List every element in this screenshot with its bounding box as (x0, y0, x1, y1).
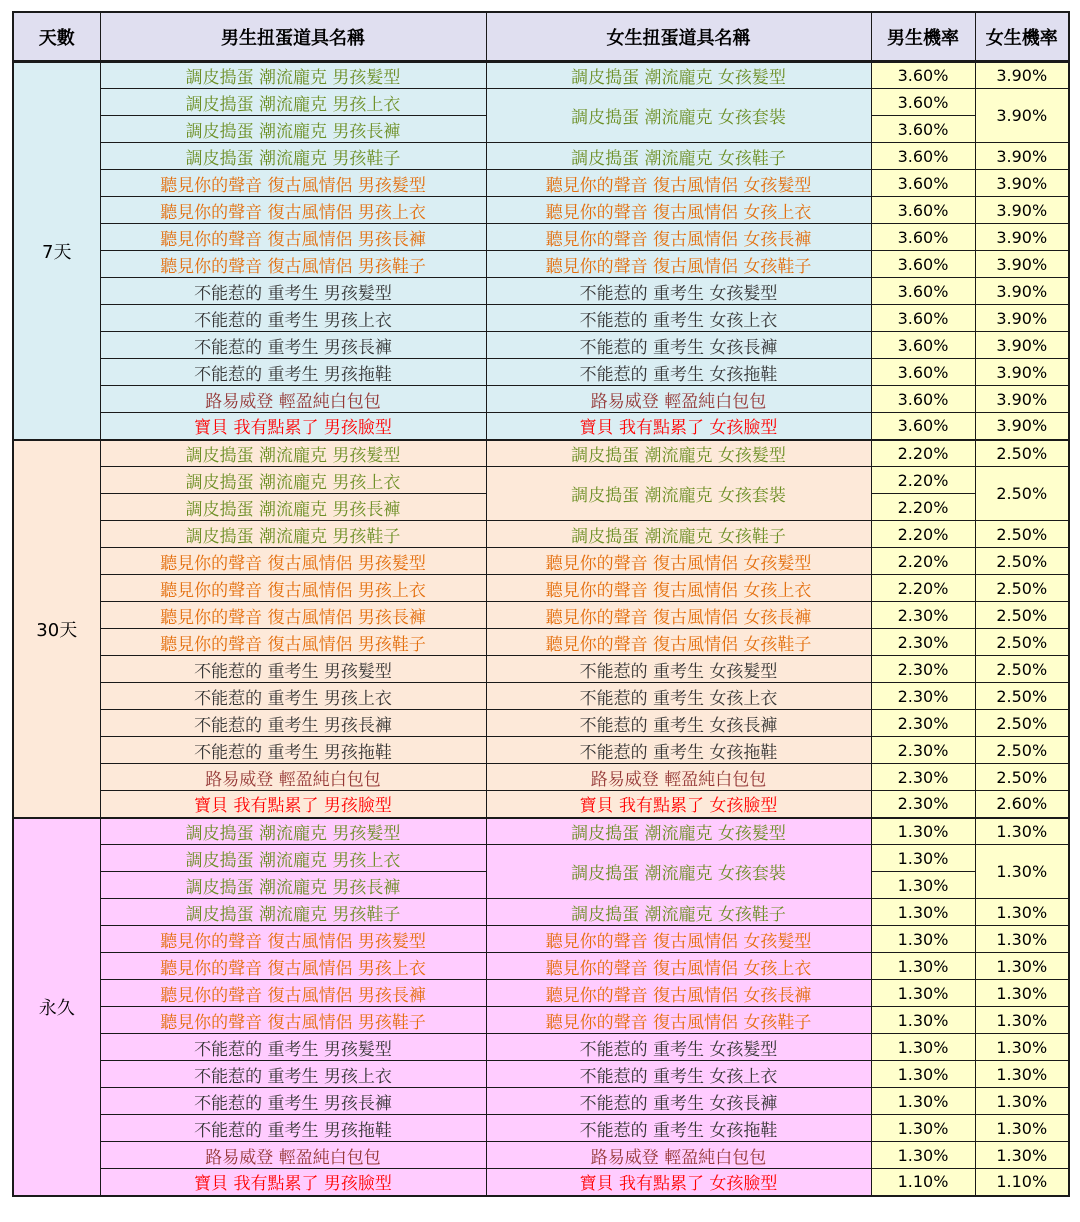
female-item-name: 路易威登 輕盈純白包包 (486, 1142, 871, 1169)
table-row (13, 143, 1069, 170)
male-rate: 1.30% (871, 899, 975, 926)
female-item-name: 調皮搗蛋 潮流龐克 女孩套裝 (486, 845, 871, 899)
male-item-name: 調皮搗蛋 潮流龐克 男孩上衣 (100, 89, 486, 116)
male-item-name: 路易威登 輕盈純白包包 (100, 1142, 486, 1169)
table-row (13, 521, 1069, 548)
male-item-name: 聽見你的聲音 復古風情侶 男孩髮型 (100, 548, 486, 575)
female-rate: 2.50% (975, 467, 1069, 521)
male-item-name: 聽見你的聲音 復古風情侶 男孩鞋子 (100, 251, 486, 278)
female-rate: 3.90% (975, 413, 1069, 440)
male-rate: 2.30% (871, 764, 975, 791)
group-1 (13, 440, 1069, 818)
female-item-name: 寶貝 我有點累了 女孩臉型 (486, 791, 871, 818)
female-rate: 3.90% (975, 305, 1069, 332)
table-row (13, 62, 1069, 89)
male-item-name: 不能惹的 重考生 男孩長褲 (100, 332, 486, 359)
male-item-name: 調皮搗蛋 潮流龐克 男孩長褲 (100, 494, 486, 521)
table-row (13, 548, 1069, 575)
female-item-name: 不能惹的 重考生 女孩長褲 (486, 710, 871, 737)
female-rate: 3.90% (975, 332, 1069, 359)
table-row (13, 332, 1069, 359)
header-row (13, 12, 1069, 62)
header-days: 天數 (13, 12, 100, 62)
female-rate: 1.30% (975, 926, 1069, 953)
table-row (13, 278, 1069, 305)
male-item-name: 調皮搗蛋 潮流龐克 男孩髮型 (100, 818, 486, 845)
table-row (13, 1034, 1069, 1061)
table-row (13, 926, 1069, 953)
male-rate: 3.60% (871, 332, 975, 359)
female-item-name: 聽見你的聲音 復古風情侶 女孩鞋子 (486, 1007, 871, 1034)
male-item-name: 聽見你的聲音 復古風情侶 男孩上衣 (100, 575, 486, 602)
group-0 (13, 62, 1069, 440)
male-item-name: 調皮搗蛋 潮流龐克 男孩髮型 (100, 440, 486, 467)
female-rate: 1.30% (975, 1088, 1069, 1115)
male-item-name: 不能惹的 重考生 男孩髮型 (100, 278, 486, 305)
female-rate: 1.30% (975, 1115, 1069, 1142)
female-item-name: 聽見你的聲音 復古風情侶 女孩髮型 (486, 548, 871, 575)
male-rate: 1.30% (871, 872, 975, 899)
male-rate: 3.60% (871, 413, 975, 440)
male-rate: 3.60% (871, 197, 975, 224)
table-row (13, 899, 1069, 926)
male-rate: 1.30% (871, 1061, 975, 1088)
male-rate: 2.30% (871, 683, 975, 710)
female-rate: 2.50% (975, 737, 1069, 764)
table-row (13, 251, 1069, 278)
female-rate: 3.90% (975, 170, 1069, 197)
male-item-name: 調皮搗蛋 潮流龐克 男孩髮型 (100, 62, 486, 89)
male-item-name: 聽見你的聲音 復古風情侶 男孩鞋子 (100, 629, 486, 656)
female-rate: 1.30% (975, 818, 1069, 845)
table-row (13, 359, 1069, 386)
table-row (13, 1169, 1069, 1196)
female-rate: 3.90% (975, 89, 1069, 143)
male-item-name: 寶貝 我有點累了 男孩臉型 (100, 1169, 486, 1196)
male-item-name: 調皮搗蛋 潮流龐克 男孩上衣 (100, 845, 486, 872)
female-rate: 2.50% (975, 656, 1069, 683)
female-item-name: 不能惹的 重考生 女孩長褲 (486, 332, 871, 359)
male-rate: 2.20% (871, 575, 975, 602)
table-row (13, 683, 1069, 710)
table-row (13, 1061, 1069, 1088)
table-row (13, 845, 1069, 872)
table-row (13, 656, 1069, 683)
male-rate: 2.20% (871, 521, 975, 548)
table-row (13, 305, 1069, 332)
female-rate: 1.30% (975, 980, 1069, 1007)
male-item-name: 聽見你的聲音 復古風情侶 男孩髮型 (100, 170, 486, 197)
table-header (13, 12, 1069, 62)
male-item-name: 聽見你的聲音 復古風情侶 男孩髮型 (100, 926, 486, 953)
male-rate: 2.30% (871, 602, 975, 629)
male-rate: 1.30% (871, 1115, 975, 1142)
table-row (13, 791, 1069, 818)
female-rate: 2.50% (975, 440, 1069, 467)
female-rate: 1.30% (975, 899, 1069, 926)
male-item-name: 聽見你的聲音 復古風情侶 男孩鞋子 (100, 1007, 486, 1034)
male-rate: 1.30% (871, 980, 975, 1007)
table-row (13, 89, 1069, 116)
female-rate: 1.30% (975, 953, 1069, 980)
male-rate: 3.60% (871, 143, 975, 170)
female-item-name: 聽見你的聲音 復古風情侶 女孩鞋子 (486, 629, 871, 656)
female-rate: 1.30% (975, 1061, 1069, 1088)
male-rate: 2.20% (871, 494, 975, 521)
table-row (13, 629, 1069, 656)
male-rate: 1.30% (871, 818, 975, 845)
female-item-name: 不能惹的 重考生 女孩長褲 (486, 1088, 871, 1115)
female-item-name: 調皮搗蛋 潮流龐克 女孩鞋子 (486, 521, 871, 548)
female-item-name: 不能惹的 重考生 女孩髮型 (486, 656, 871, 683)
table-row (13, 1142, 1069, 1169)
female-item-name: 聽見你的聲音 復古風情侶 女孩長褲 (486, 224, 871, 251)
male-rate: 3.60% (871, 359, 975, 386)
male-rate: 2.30% (871, 737, 975, 764)
male-rate: 1.30% (871, 953, 975, 980)
header-female-rate: 女生機率 (975, 12, 1069, 62)
table-row (13, 170, 1069, 197)
male-item-name: 不能惹的 重考生 男孩上衣 (100, 683, 486, 710)
table-row (13, 440, 1069, 467)
male-item-name: 不能惹的 重考生 男孩上衣 (100, 1061, 486, 1088)
male-item-name: 聽見你的聲音 復古風情侶 男孩上衣 (100, 953, 486, 980)
male-rate: 2.30% (871, 629, 975, 656)
male-rate: 3.60% (871, 278, 975, 305)
female-item-name: 路易威登 輕盈純白包包 (486, 386, 871, 413)
female-item-name: 不能惹的 重考生 女孩上衣 (486, 683, 871, 710)
female-rate: 2.50% (975, 548, 1069, 575)
days-cell: 7天 (13, 62, 100, 440)
male-rate: 3.60% (871, 62, 975, 89)
table-row (13, 1007, 1069, 1034)
table-row (13, 386, 1069, 413)
male-rate: 2.20% (871, 467, 975, 494)
male-rate: 1.30% (871, 1034, 975, 1061)
female-rate: 2.50% (975, 629, 1069, 656)
female-item-name: 不能惹的 重考生 女孩上衣 (486, 305, 871, 332)
table-row (13, 197, 1069, 224)
female-item-name: 調皮搗蛋 潮流龐克 女孩髮型 (486, 818, 871, 845)
male-rate: 2.20% (871, 440, 975, 467)
female-item-name: 調皮搗蛋 潮流龐克 女孩套裝 (486, 467, 871, 521)
female-rate: 3.90% (975, 224, 1069, 251)
header-male-rate: 男生機率 (871, 12, 975, 62)
female-item-name: 寶貝 我有點累了 女孩臉型 (486, 1169, 871, 1196)
male-item-name: 聽見你的聲音 復古風情侶 男孩上衣 (100, 197, 486, 224)
female-item-name: 聽見你的聲音 復古風情侶 女孩上衣 (486, 575, 871, 602)
table-row (13, 224, 1069, 251)
male-item-name: 調皮搗蛋 潮流龐克 男孩上衣 (100, 467, 486, 494)
female-rate: 3.90% (975, 197, 1069, 224)
male-rate: 2.30% (871, 791, 975, 818)
male-rate: 3.60% (871, 305, 975, 332)
female-item-name: 寶貝 我有點累了 女孩臉型 (486, 413, 871, 440)
female-item-name: 調皮搗蛋 潮流龐克 女孩鞋子 (486, 143, 871, 170)
male-rate: 1.30% (871, 1142, 975, 1169)
table-row (13, 1088, 1069, 1115)
male-item-name: 不能惹的 重考生 男孩上衣 (100, 305, 486, 332)
male-rate: 1.30% (871, 1007, 975, 1034)
male-rate: 1.30% (871, 845, 975, 872)
male-item-name: 不能惹的 重考生 男孩拖鞋 (100, 359, 486, 386)
female-rate: 3.90% (975, 386, 1069, 413)
female-rate: 1.10% (975, 1169, 1069, 1196)
header-male-item: 男生扭蛋道具名稱 (100, 12, 486, 62)
table-row (13, 413, 1069, 440)
male-rate: 3.60% (871, 116, 975, 143)
table-row (13, 467, 1069, 494)
table-row (13, 818, 1069, 845)
male-item-name: 不能惹的 重考生 男孩長褲 (100, 1088, 486, 1115)
female-item-name: 調皮搗蛋 潮流龐克 女孩髮型 (486, 62, 871, 89)
female-item-name: 不能惹的 重考生 女孩髮型 (486, 278, 871, 305)
male-rate: 2.30% (871, 710, 975, 737)
female-rate: 1.30% (975, 1034, 1069, 1061)
female-item-name: 不能惹的 重考生 女孩髮型 (486, 1034, 871, 1061)
female-item-name: 聽見你的聲音 復古風情侶 女孩上衣 (486, 197, 871, 224)
male-item-name: 調皮搗蛋 潮流龐克 男孩鞋子 (100, 521, 486, 548)
table-row (13, 764, 1069, 791)
female-rate: 2.60% (975, 791, 1069, 818)
female-rate: 2.50% (975, 764, 1069, 791)
male-item-name: 聽見你的聲音 復古風情侶 男孩長褲 (100, 980, 486, 1007)
male-item-name: 路易威登 輕盈純白包包 (100, 386, 486, 413)
female-rate: 2.50% (975, 602, 1069, 629)
male-rate: 1.30% (871, 1088, 975, 1115)
female-rate: 2.50% (975, 575, 1069, 602)
male-rate: 3.60% (871, 89, 975, 116)
days-cell: 永久 (13, 818, 100, 1196)
male-item-name: 不能惹的 重考生 男孩長褲 (100, 710, 486, 737)
female-rate: 2.50% (975, 710, 1069, 737)
days-cell: 30天 (13, 440, 100, 818)
female-rate: 3.90% (975, 251, 1069, 278)
male-rate: 3.60% (871, 224, 975, 251)
gacha-rate-table-container (12, 11, 1070, 1197)
table-row (13, 710, 1069, 737)
male-item-name: 調皮搗蛋 潮流龐克 男孩鞋子 (100, 143, 486, 170)
female-item-name: 聽見你的聲音 復古風情侶 女孩髮型 (486, 170, 871, 197)
female-item-name: 聽見你的聲音 復古風情侶 女孩長褲 (486, 602, 871, 629)
female-rate: 3.90% (975, 359, 1069, 386)
table-row (13, 1115, 1069, 1142)
male-rate: 3.60% (871, 251, 975, 278)
female-rate: 1.30% (975, 845, 1069, 899)
female-rate: 2.50% (975, 521, 1069, 548)
header-female-item: 女生扭蛋道具名稱 (486, 12, 871, 62)
male-item-name: 不能惹的 重考生 男孩髮型 (100, 1034, 486, 1061)
table-row (13, 575, 1069, 602)
table-row (13, 953, 1069, 980)
male-item-name: 不能惹的 重考生 男孩髮型 (100, 656, 486, 683)
female-item-name: 不能惹的 重考生 女孩拖鞋 (486, 1115, 871, 1142)
female-rate: 3.90% (975, 62, 1069, 89)
male-rate: 2.20% (871, 548, 975, 575)
female-rate: 1.30% (975, 1142, 1069, 1169)
female-item-name: 不能惹的 重考生 女孩拖鞋 (486, 359, 871, 386)
female-item-name: 路易威登 輕盈純白包包 (486, 764, 871, 791)
male-rate: 1.10% (871, 1169, 975, 1196)
gacha-rate-table (12, 11, 1070, 1197)
group-2 (13, 818, 1069, 1196)
female-item-name: 調皮搗蛋 潮流龐克 女孩鞋子 (486, 899, 871, 926)
female-item-name: 聽見你的聲音 復古風情侶 女孩長褲 (486, 980, 871, 1007)
male-item-name: 路易威登 輕盈純白包包 (100, 764, 486, 791)
male-rate: 3.60% (871, 170, 975, 197)
male-rate: 1.30% (871, 926, 975, 953)
male-rate: 2.30% (871, 656, 975, 683)
female-item-name: 不能惹的 重考生 女孩拖鞋 (486, 737, 871, 764)
female-item-name: 調皮搗蛋 潮流龐克 女孩髮型 (486, 440, 871, 467)
male-item-name: 寶貝 我有點累了 男孩臉型 (100, 413, 486, 440)
male-item-name: 寶貝 我有點累了 男孩臉型 (100, 791, 486, 818)
male-item-name: 調皮搗蛋 潮流龐克 男孩長褲 (100, 116, 486, 143)
male-item-name: 聽見你的聲音 復古風情侶 男孩長褲 (100, 602, 486, 629)
male-rate: 3.60% (871, 386, 975, 413)
female-item-name: 聽見你的聲音 復古風情侶 女孩髮型 (486, 926, 871, 953)
table-row (13, 737, 1069, 764)
female-item-name: 調皮搗蛋 潮流龐克 女孩套裝 (486, 89, 871, 143)
female-item-name: 不能惹的 重考生 女孩上衣 (486, 1061, 871, 1088)
female-rate: 1.30% (975, 1007, 1069, 1034)
male-item-name: 不能惹的 重考生 男孩拖鞋 (100, 1115, 486, 1142)
male-item-name: 調皮搗蛋 潮流龐克 男孩鞋子 (100, 899, 486, 926)
table-row (13, 602, 1069, 629)
male-item-name: 不能惹的 重考生 男孩拖鞋 (100, 737, 486, 764)
female-rate: 2.50% (975, 683, 1069, 710)
male-item-name: 聽見你的聲音 復古風情侶 男孩長褲 (100, 224, 486, 251)
female-rate: 3.90% (975, 278, 1069, 305)
female-item-name: 聽見你的聲音 復古風情侶 女孩上衣 (486, 953, 871, 980)
female-rate: 3.90% (975, 143, 1069, 170)
table-row (13, 980, 1069, 1007)
female-item-name: 聽見你的聲音 復古風情侶 女孩鞋子 (486, 251, 871, 278)
male-item-name: 調皮搗蛋 潮流龐克 男孩長褲 (100, 872, 486, 899)
